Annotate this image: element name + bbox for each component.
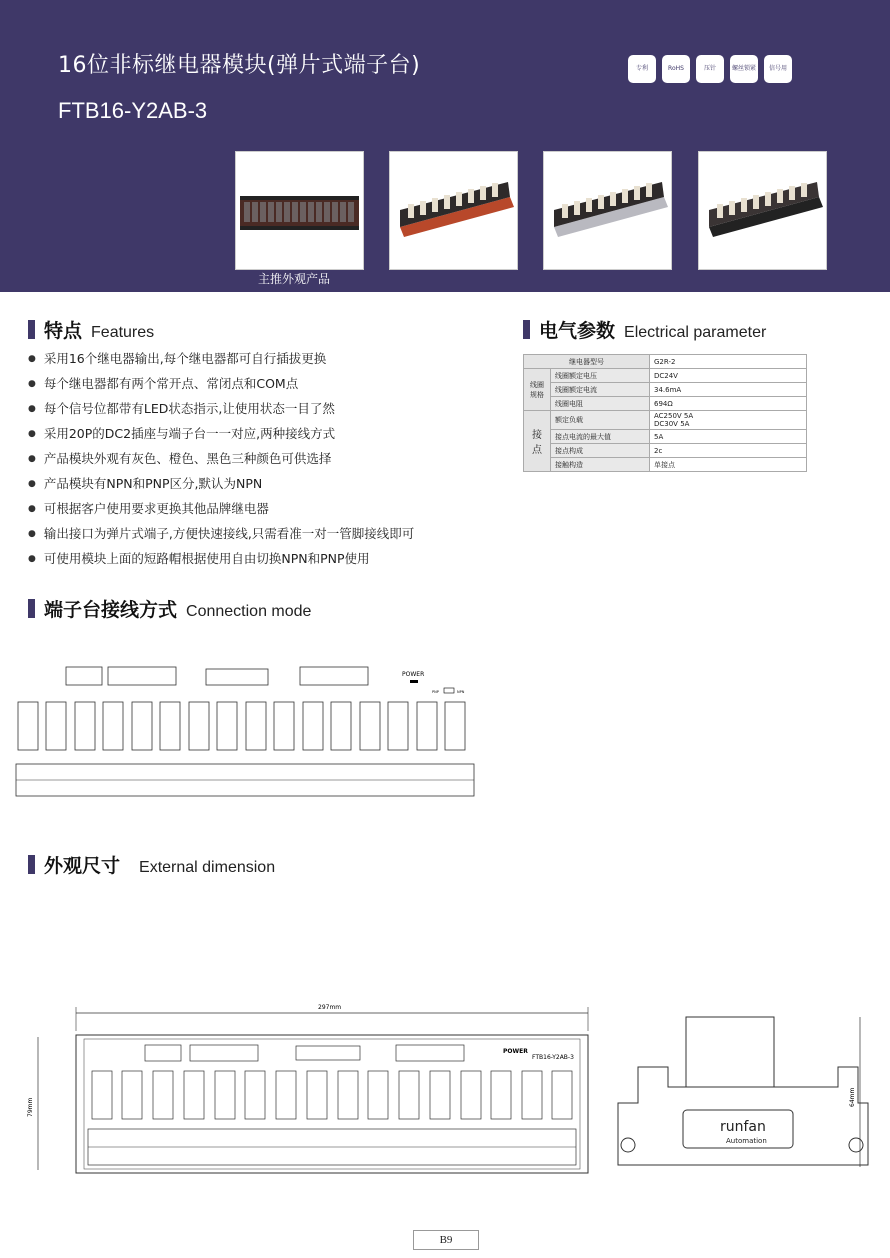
features-title-en: Features [91,324,155,341]
product-photo-3 [543,151,672,270]
brand-sub-text: Automation [726,1137,767,1145]
list-item: ● 可使用模块上面的短路帽根据使用自由切换NPN和PNP使用 [28,550,414,575]
cert-badges [628,55,792,83]
table-row [524,383,807,397]
coil-group-label: 线圈规格 [524,369,551,411]
dim-side-height-label: 64mm [849,1087,856,1107]
press-pin-badge-label: 压针 [703,65,716,72]
contact-group-label: 接点 [524,411,551,472]
connection-heading [28,595,311,622]
features-list [28,350,414,575]
heading-bar [28,855,35,874]
dim-height-label: 79mm [27,1097,34,1117]
connection-diagram [14,660,476,800]
list-item: ● 输出接口为弹片式端子,方便快速接线,只需看准一对一管脚接线即可 [28,525,414,550]
press-pin-badge [696,55,724,83]
list-item: ● 产品模块外观有灰色、橙色、黑色三种颜色可供选择 [28,450,414,475]
list-item: ● 可根据客户使用要求更换其他品牌继电器 [28,500,414,525]
table-row [524,411,807,430]
param-label: 线圈电阻 [551,397,650,411]
param-label: 接点电流的最大值 [551,430,650,444]
param-value-line: AC250V 5A [654,412,694,420]
conn-npn-label: NPN [457,690,465,694]
photo-caption: 主推外观产品 [258,272,331,286]
rohs-badge-label: RoHS [668,65,684,72]
heading-bar [523,320,530,339]
product-photo-2 [389,151,518,270]
brand-logo-text: runfan [720,1119,766,1135]
param-value [650,411,807,430]
param-label: 线圈额定电流 [551,383,650,397]
table-row [524,397,807,411]
dimension-title-zh: 外观尺寸 [44,855,121,877]
param-value: DC24V [650,369,807,383]
param-value: 单接点 [650,458,807,472]
param-value: 2c [650,444,807,458]
product-photo-2-image [390,152,517,269]
patent-badge-label: 专利 [635,65,648,72]
patent-badge [628,55,656,83]
conn-power-label: POWER [402,671,425,678]
dim-width-label: 297mm [318,1004,342,1011]
dimension-title-en: External dimension [139,859,276,876]
product-photo-4 [698,151,827,270]
list-item: ● 每个信号位都带有LED状态指示,让使用状态一目了然 [28,400,414,425]
header-banner [0,0,890,292]
features-heading [28,316,154,343]
list-item: ● 采用20P的DC2插座与端子台一一对应,两种接线方式 [28,425,414,450]
table-row [524,458,807,472]
heading-bar [28,599,35,618]
dimension-heading [28,851,275,878]
signal-badge [764,55,792,83]
param-value: 694Ω [650,397,807,411]
electrical-title-en: Electrical parameter [624,324,767,341]
list-item: ● 产品模块有NPN和PNP区分,默认为NPN [28,475,414,500]
param-label: 线圈额定电压 [551,369,650,383]
screw-lock-badge [730,55,758,83]
page-title: 16位非标继电器模块(弹片式端子台) [58,53,421,78]
electrical-param-table [523,354,807,472]
relay-model-value: G2R-2 [650,355,807,369]
param-label: 接点构成 [551,444,650,458]
product-photo-3-image [544,152,671,269]
product-photo-1 [235,151,364,270]
list-item: ● 采用16个继电器输出,每个继电器都可自行插拔更换 [28,350,414,375]
product-photo-1-image [236,152,363,269]
param-value-line: DC30V 5A [654,420,690,428]
conn-pnp-label: PNP [432,690,439,694]
heading-bar [28,320,35,339]
table-row [524,355,807,369]
table-row [524,369,807,383]
list-item: ● 每个继电器都有两个常开点、常闭点和COM点 [28,375,414,400]
table-row [524,444,807,458]
table-row [524,430,807,444]
page-number: B9 [413,1230,479,1250]
features-title-zh: 特点 [44,320,83,342]
connection-title-zh: 端子台接线方式 [44,599,178,621]
rohs-badge [662,55,690,83]
dim-power-label: POWER [503,1048,528,1055]
signal-badge-label: 信号用 [768,65,787,72]
relay-model-label: 继电器型号 [524,355,650,369]
param-value: 5A [650,430,807,444]
product-photo-4-image [699,152,826,269]
param-value: 34.6mA [650,383,807,397]
screw-lock-badge-label: 螺丝锁紧 [731,65,756,72]
electrical-heading [523,316,766,343]
dimension-drawing [28,995,868,1185]
electrical-title-zh: 电气参数 [539,320,616,342]
param-label: 额定负载 [551,411,650,430]
connection-title-en: Connection mode [186,603,312,620]
model-number: FTB16-Y2AB-3 [58,98,208,123]
dim-model-label: FTB16-Y2AB-3 [532,1054,574,1061]
param-label: 接触构造 [551,458,650,472]
